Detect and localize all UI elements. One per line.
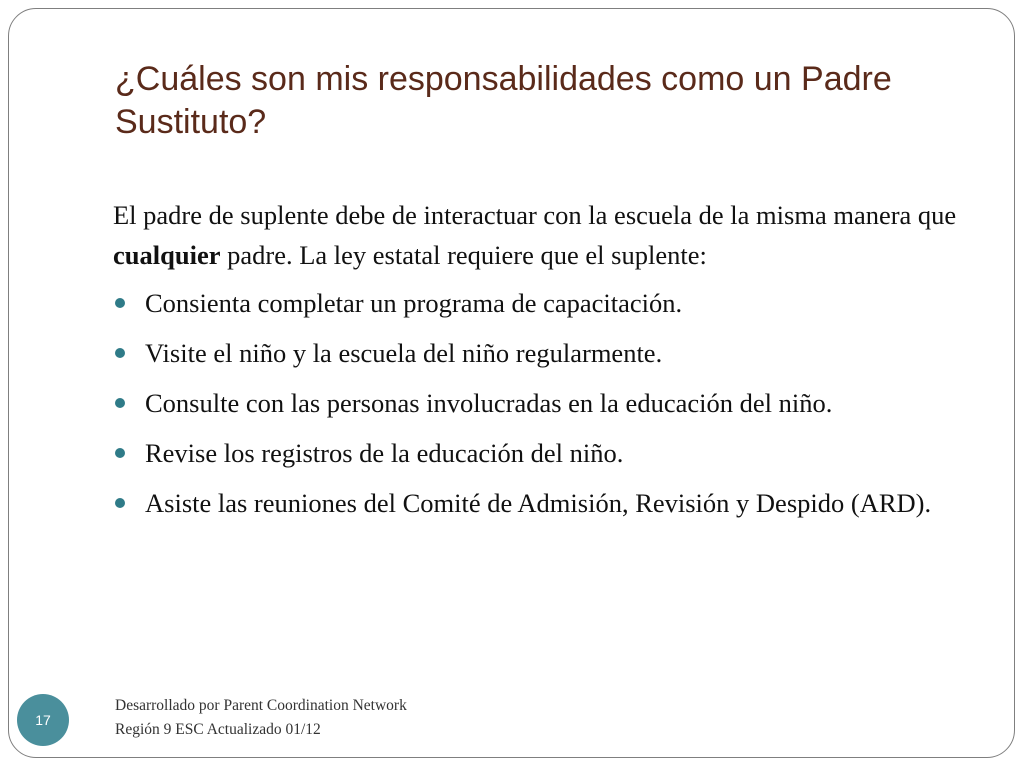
bullet-text: Asiste las reuniones del Comité de Admisión, Revisión y Despido (ARD). <box>145 488 932 518</box>
bullet-text: Revise los registros de la educación del niño. <box>145 438 624 468</box>
intro-text-end: padre. La ley estatal requiere que el suplente: <box>220 240 707 270</box>
bullet-text: Consienta completar un programa de capacitación. <box>145 288 683 318</box>
bullet-item <box>113 483 963 523</box>
slide-title: ¿Cuáles son mis responsabilidades como un Padre Sustituto? <box>115 60 892 141</box>
bullet-item <box>113 283 963 323</box>
bullet-text: Visite el niño y la escuela del niño regularmente. <box>145 338 663 368</box>
footer-region-date: Región 9 ESC Actualizado 01/12 <box>115 721 321 738</box>
intro-text-start: El padre de suplente debe de interactuar con la escuela de la misma manera que <box>113 200 957 230</box>
bullet-text: Consulte con las personas involucradas en la educación del niño. <box>145 388 833 418</box>
intro-paragraph <box>113 195 963 275</box>
slide-body <box>113 195 963 533</box>
bullet-dot-icon <box>115 498 125 508</box>
slide-footer <box>115 694 407 742</box>
bullet-list <box>113 283 963 523</box>
bullet-dot-icon <box>115 448 125 458</box>
footer-credit: Desarrollado por Parent Coordination Network <box>115 697 407 714</box>
bullet-dot-icon <box>115 348 125 358</box>
bullet-item <box>113 383 963 423</box>
page-number-badge: 17 <box>17 694 69 746</box>
bullet-item <box>113 433 963 473</box>
bullet-item <box>113 333 963 373</box>
bullet-dot-icon <box>115 398 125 408</box>
intro-bold-word: cualquier <box>113 240 221 270</box>
bullet-dot-icon <box>115 298 125 308</box>
